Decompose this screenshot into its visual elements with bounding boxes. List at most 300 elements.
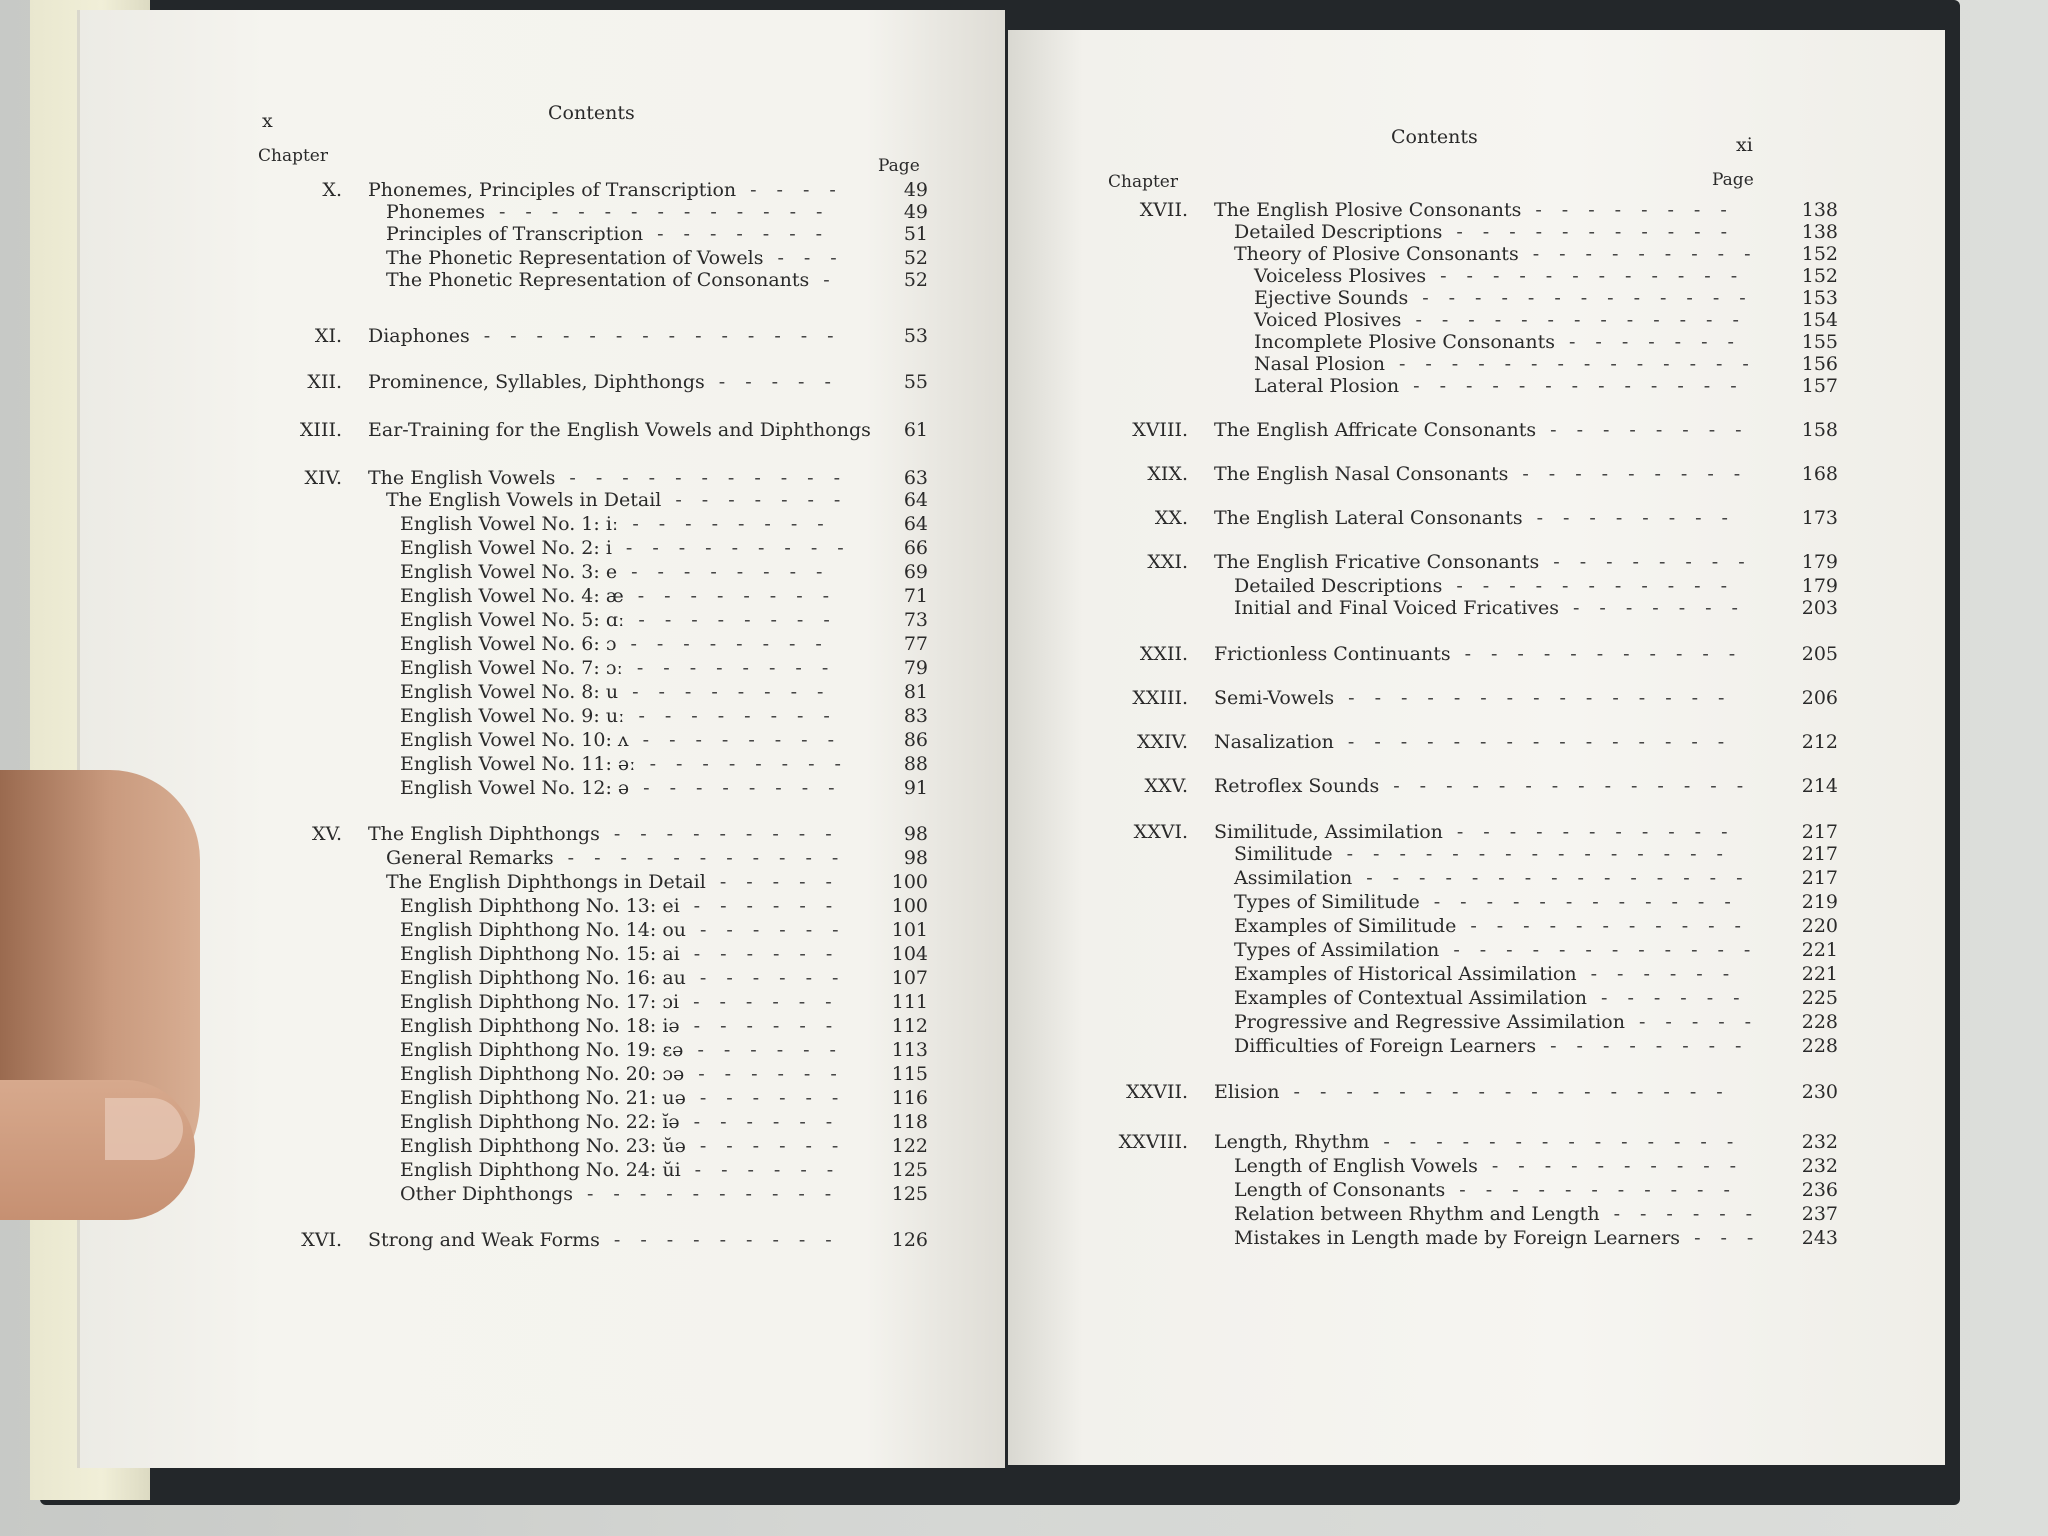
toc-entry [80, 1062, 1005, 1086]
toc-leader-dots: ------------ [1440, 265, 1758, 287]
toc-entry [80, 222, 1005, 246]
toc-page-number: 228 [1801, 1011, 1838, 1033]
toc-entry [80, 680, 1005, 704]
toc-leader-dots: -------------- [1398, 353, 1769, 375]
toc-leader-dots: -------- [643, 777, 855, 799]
toc-entry [80, 608, 1005, 632]
toc-entry-title: English Diphthong No. 23: ŭə [400, 1135, 686, 1157]
toc-page-number: 115 [891, 1063, 928, 1085]
toc-entry [1008, 418, 1945, 442]
toc-entry-title: Voiceless Plosives [1254, 265, 1427, 287]
toc-chapter-number: XVII. [1139, 199, 1188, 221]
toc-entry [80, 466, 1005, 490]
toc-leader-dots: -------------- [483, 325, 854, 347]
toc-leader-dots: ------ [693, 1015, 853, 1037]
toc-entry-title: English Vowel No. 11: əː [400, 753, 636, 775]
toc-entry-title: Voiced Plosives [1254, 309, 1402, 331]
toc-entry [1008, 1226, 1945, 1250]
toc-entry-title: Ejective Sounds [1254, 287, 1409, 309]
toc-chapter-number: XXVI. [1133, 821, 1188, 843]
toc-page-number: 112 [891, 1015, 928, 1037]
toc-entry [80, 1110, 1005, 1134]
toc-page-number: 79 [903, 657, 928, 679]
toc-leader-dots: -------- [1550, 419, 1762, 441]
toc-leader-dots: ------ [698, 1063, 857, 1085]
toc-page-number: 118 [891, 1111, 928, 1133]
toc-leader-dots: --------------- [1347, 731, 1745, 753]
right-chapter-label: Chapter [1108, 172, 1178, 192]
toc-page-number: 49 [903, 179, 928, 201]
toc-page-number: 81 [903, 681, 928, 703]
toc-entry [1008, 866, 1945, 890]
toc-chapter-number: XXIV. [1137, 731, 1188, 753]
toc-entry [80, 752, 1005, 776]
toc-entry [1008, 1178, 1945, 1202]
toc-leader-dots: --------- [613, 1229, 852, 1251]
toc-page-number: 205 [1801, 643, 1838, 665]
toc-entry-title: The English Diphthongs [368, 823, 600, 845]
toc-entry-title: Difficulties of Foreign Learners [1234, 1035, 1537, 1057]
toc-entry-title: English Diphthong No. 17: ɔi [400, 991, 680, 1013]
toc-page-number: 155 [1801, 331, 1838, 353]
toc-leader-dots: ----------- [1464, 643, 1756, 665]
toc-entry [80, 536, 1005, 560]
toc-entry [1008, 1010, 1945, 1034]
toc-entry-title: Relation between Rhythm and Length [1234, 1203, 1600, 1225]
toc-entry-title: Detailed Descriptions [1234, 221, 1443, 243]
toc-leader-dots: --------------- [1366, 867, 1763, 889]
toc-entry [1008, 1034, 1945, 1058]
toc-entry-title: The English Nasal Consonants [1214, 463, 1509, 485]
toc-leader-dots: ------ [1601, 987, 1760, 1009]
toc-entry-title: English Vowel No. 3: e [400, 561, 618, 583]
left-page-label: Page [878, 156, 920, 176]
toc-page-number: 98 [903, 823, 928, 845]
toc-chapter-number: XXVII. [1126, 1081, 1188, 1103]
toc-entry-title: Examples of Contextual Assimilation [1234, 987, 1588, 1009]
toc-entry-title: The English Vowels in Detail [386, 489, 662, 511]
toc-entry [80, 1014, 1005, 1038]
toc-entry [80, 200, 1005, 224]
toc-entry-title: Lateral Plosion [1254, 375, 1400, 397]
toc-page-number: 237 [1801, 1203, 1838, 1225]
toc-entry-title: English Diphthong No. 19: ɛə [400, 1039, 684, 1061]
toc-page-number: 66 [903, 537, 928, 559]
left-running-head: Contents [548, 102, 635, 124]
toc-leader-dots: --------- [1522, 463, 1761, 485]
toc-page-number: 104 [891, 943, 928, 965]
toc-entry [80, 268, 1005, 292]
toc-entry-title: English Diphthong No. 15: ai [400, 943, 680, 965]
toc-entry-title: Elision [1214, 1081, 1280, 1103]
toc-page-number: 214 [1801, 775, 1838, 797]
toc-entry [80, 1228, 1005, 1252]
toc-page-number: 243 [1801, 1227, 1838, 1249]
toc-page-number: 49 [903, 201, 928, 223]
toc-chapter-number: XXI. [1147, 551, 1188, 573]
toc-page-number: 86 [903, 729, 928, 751]
toc-leader-dots: --------------- [1346, 843, 1743, 865]
toc-entry [1008, 842, 1945, 866]
toc-leader-dots: -------- [1535, 199, 1747, 221]
toc-entry [80, 942, 1005, 966]
toc-page-number: 228 [1801, 1035, 1838, 1057]
toc-entry [80, 656, 1005, 680]
toc-leader-dots: ---- [750, 179, 856, 201]
toc-page-number: 179 [1801, 575, 1838, 597]
toc-leader-dots: --------- [613, 823, 852, 845]
toc-leader-dots: -------- [637, 585, 850, 607]
toc-page-number: 107 [891, 967, 928, 989]
toc-page-number: 91 [903, 777, 928, 799]
toc-leader-dots: ----------- [1459, 1179, 1750, 1201]
toc-leader-dots: -------------- [1383, 1131, 1754, 1153]
toc-page-number: 125 [891, 1183, 928, 1205]
toc-page-number: 100 [891, 871, 928, 893]
toc-entry [1008, 242, 1945, 266]
toc-entry [1008, 730, 1945, 754]
toc-entry-title: English Vowel No. 8: u [400, 681, 619, 703]
toc-page-number: 203 [1801, 597, 1838, 619]
toc-page-number: 179 [1801, 551, 1838, 573]
toc-entry [80, 632, 1005, 656]
toc-entry-title: Strong and Weak Forms [368, 1229, 600, 1251]
toc-entry [1008, 286, 1945, 310]
toc-leader-dots: -------- [636, 657, 849, 679]
toc-entry [80, 990, 1005, 1014]
toc-page-number: 73 [903, 609, 928, 631]
toc-entry-title: English Vowel No. 10: ʌ [400, 729, 629, 751]
toc-chapter-number: XX. [1154, 507, 1188, 529]
toc-page-number: 100 [891, 895, 928, 917]
toc-chapter-number: XXVIII. [1118, 1131, 1188, 1153]
toc-entry [1008, 914, 1945, 938]
toc-page-number: 63 [903, 467, 928, 489]
toc-entry [1008, 986, 1945, 1010]
toc-entry [1008, 820, 1945, 844]
toc-chapter-number: XVI. [301, 1229, 342, 1251]
toc-entry [80, 918, 1005, 942]
toc-entry [80, 246, 1005, 270]
toc-entry-title: Examples of Similitude [1234, 915, 1457, 937]
toc-page-number: 52 [903, 247, 928, 269]
toc-leader-dots: -------------- [1393, 775, 1764, 797]
toc-page-number: 236 [1801, 1179, 1838, 1201]
toc-entry [1008, 1154, 1945, 1178]
toc-entry [80, 1134, 1005, 1158]
toc-entry-title: The English Fricative Consonants [1214, 551, 1540, 573]
toc-entry-title: Diaphones [368, 325, 470, 347]
toc-entry-title: English Diphthong No. 22: ĭə [400, 1111, 680, 1133]
toc-entry-title: Mistakes in Length made by Foreign Learners [1234, 1227, 1681, 1249]
toc-chapter-number: XVIII. [1132, 419, 1188, 441]
toc-page-number: 71 [903, 585, 928, 607]
toc-page-number: 98 [903, 847, 928, 869]
right-running-head: Contents [1391, 126, 1478, 148]
toc-entry-title: The English Lateral Consonants [1214, 507, 1523, 529]
toc-entry [80, 560, 1005, 584]
toc-leader-dots: ------ [693, 943, 853, 965]
toc-leader-dots: ------------- [1415, 309, 1759, 331]
toc-page-number: 221 [1801, 963, 1838, 985]
toc-page-number: 64 [903, 513, 928, 535]
toc-leader-dots: ------- [657, 223, 843, 245]
toc-leader-dots: ------ [694, 1159, 854, 1181]
toc-leader-dots: -------- [631, 561, 843, 583]
toc-entry [80, 1038, 1005, 1062]
toc-leader-dots: ----- [718, 371, 851, 393]
toc-chapter-number: XXII. [1139, 643, 1188, 665]
toc-page-number: 221 [1801, 939, 1838, 961]
toc-entry-title: Retroflex Sounds [1214, 775, 1380, 797]
toc-entry [80, 1182, 1005, 1206]
toc-leader-dots: ---------- [1491, 1155, 1757, 1177]
toc-entry-title: English Diphthong No. 13: ei [400, 895, 680, 917]
toc-leader-dots: ------------- [1413, 375, 1757, 397]
toc-entry [1008, 462, 1945, 486]
toc-page-number: 152 [1801, 243, 1838, 265]
toc-entry-title: Similitude [1234, 843, 1333, 865]
toc-entry [1008, 264, 1945, 288]
toc-entry [1008, 374, 1945, 398]
toc-entry-title: Detailed Descriptions [1234, 575, 1443, 597]
toc-entry-title: Principles of Transcription [386, 223, 644, 245]
toc-leader-dots: --------- [1532, 243, 1771, 265]
toc-leader-dots: ------ [693, 991, 852, 1013]
toc-leader-dots: --------- [625, 537, 864, 559]
toc-entry-title: English Diphthong No. 18: iə [400, 1015, 680, 1037]
toc-entry-title: English Vowel No. 1: iː [400, 513, 619, 535]
toc-entry [1008, 550, 1945, 574]
toc-entry-title: English Diphthong No. 24: ŭi [400, 1159, 681, 1181]
toc-entry-title: English Vowel No. 9: uː [400, 705, 625, 727]
toc-leader-dots: ------ [699, 1135, 859, 1157]
toc-entry [1008, 1080, 1945, 1104]
toc-entry [1008, 308, 1945, 332]
toc-entry-title: English Vowel No. 6: ɔ [400, 633, 617, 655]
toc-entry [1008, 596, 1945, 620]
toc-page-number: 225 [1801, 987, 1838, 1009]
toc-entry-title: English Diphthong No. 20: ɔə [400, 1063, 685, 1085]
toc-entry [1008, 352, 1945, 376]
toc-leader-dots: -------- [638, 705, 850, 727]
toc-entry [80, 512, 1005, 536]
toc-leader-dots: -------- [1550, 1035, 1762, 1057]
toc-entry-title: Length, Rhythm [1214, 1131, 1370, 1153]
toc-chapter-number: XIX. [1147, 463, 1188, 485]
toc-page-number: 153 [1801, 287, 1838, 309]
toc-page-number: 232 [1801, 1131, 1838, 1153]
toc-page-number: 217 [1801, 821, 1838, 843]
toc-leader-dots: ------------ [1453, 939, 1771, 961]
toc-page-number: 64 [903, 489, 928, 511]
toc-entry-title: Phonemes, Principles of Transcription [368, 179, 737, 201]
toc-leader-dots: ------ [693, 895, 853, 917]
toc-leader-dots: --- [1694, 1227, 1774, 1249]
toc-page-number: 122 [891, 1135, 928, 1157]
toc-page-number: 138 [1801, 221, 1838, 243]
toc-page-number: 55 [903, 371, 928, 393]
toc-page-number: 156 [1801, 353, 1838, 375]
toc-entry [80, 1158, 1005, 1182]
toc-page-number: 154 [1801, 309, 1838, 331]
toc-entry-title: English Vowel No. 12: ə [400, 777, 630, 799]
toc-leader-dots: ------ [697, 1039, 856, 1061]
left-chapter-label: Chapter [258, 146, 328, 166]
toc-page-number: 101 [891, 919, 928, 941]
toc-chapter-number: XIII. [299, 419, 342, 441]
toc-leader-dots: ----------- [1456, 221, 1747, 243]
toc-entry-title: The English Vowels [368, 467, 556, 489]
toc-entry-title: Semi-Vowels [1214, 687, 1335, 709]
toc-entry-title: Assimilation [1234, 867, 1353, 889]
toc-entry-title: Prominence, Syllables, Diphthongs [368, 371, 705, 393]
toc-page-number: 69 [903, 561, 928, 583]
toc-leader-dots: -------- [1553, 551, 1765, 573]
toc-page-number: 52 [903, 269, 928, 291]
toc-entry-title: Examples of Historical Assimilation [1234, 963, 1577, 985]
toc-leader-dots: ----------- [567, 847, 859, 869]
toc-leader-dots: ----- [1638, 1011, 1772, 1033]
toc-entry-title: Initial and Final Voiced Fricatives [1234, 597, 1560, 619]
toc-entry-title: Phonemes [386, 201, 485, 223]
toc-chapter-number: XII. [307, 371, 342, 393]
toc-leader-dots: --- [777, 247, 857, 269]
toc-entry-title: English Diphthong No. 14: ou [400, 919, 687, 941]
toc-entry [1008, 938, 1945, 962]
toc-entry-title: English Diphthong No. 16: au [400, 967, 686, 989]
toc-leader-dots: ----------- [1470, 915, 1761, 937]
toc-chapter-number: X. [322, 179, 342, 201]
toc-page-number: 126 [891, 1229, 928, 1251]
toc-entry [80, 488, 1005, 512]
toc-page-number: 212 [1801, 731, 1838, 753]
toc-entry [1008, 198, 1945, 222]
toc-leader-dots: ------ [699, 967, 859, 989]
toc-page-number: 61 [903, 419, 928, 441]
toc-leader-dots: -------- [632, 681, 844, 703]
toc-entry-title: Similitude, Assimilation [1214, 821, 1443, 843]
toc-leader-dots: ----- [719, 871, 852, 893]
toc-entry-title: Progressive and Regressive Assimilation [1234, 1011, 1625, 1033]
toc-leader-dots: ----------- [1456, 575, 1747, 597]
toc-leader-dots: ----------------- [1293, 1081, 1743, 1103]
toc-leader-dots: ------- [1573, 597, 1758, 619]
toc-leader-dots: ------ [1590, 963, 1750, 985]
toc-page-number: 219 [1801, 891, 1838, 913]
toc-entry [80, 846, 1005, 870]
toc-entry [1008, 774, 1945, 798]
toc-chapter-number: XXV. [1144, 775, 1188, 797]
toc-entry [80, 418, 1005, 442]
toc-entry [80, 894, 1005, 918]
toc-entry [1008, 506, 1945, 530]
toc-entry [80, 584, 1005, 608]
toc-page-number: 88 [903, 753, 928, 775]
toc-leader-dots: ---------- [587, 1183, 852, 1205]
toc-entry [80, 728, 1005, 752]
toc-chapter-number: XI. [314, 325, 342, 347]
toc-entry-title: Length of Consonants [1234, 1179, 1446, 1201]
toc-entry-title: The Phonetic Representation of Vowels [386, 247, 764, 269]
toc-entry [1008, 330, 1945, 354]
right-folio: xi [1736, 134, 1753, 156]
toc-page-number: 230 [1801, 1081, 1838, 1103]
toc-entry-title: Length of English Vowels [1234, 1155, 1478, 1177]
toc-page-number: 116 [891, 1087, 928, 1109]
toc-leader-dots: -------- [1536, 507, 1748, 529]
toc-leader-dots: -------- [642, 729, 855, 751]
toc-chapter-number: XXIII. [1132, 687, 1188, 709]
right-page [1008, 30, 1945, 1465]
toc-page-number: 168 [1801, 463, 1838, 485]
toc-entry-title: Frictionless Continuants [1214, 643, 1451, 665]
toc-page-number: 232 [1801, 1155, 1838, 1177]
toc-entry-title: Nasalization [1214, 731, 1334, 753]
toc-leader-dots: ------------- [498, 201, 843, 223]
left-folio: x [262, 110, 273, 132]
toc-entry-title: Other Diphthongs [400, 1183, 573, 1205]
toc-entry [80, 822, 1005, 846]
toc-page-number: 173 [1801, 507, 1838, 529]
toc-page-number: 220 [1801, 915, 1838, 937]
toc-entry [1008, 962, 1945, 986]
toc-entry [1008, 1202, 1945, 1226]
toc-leader-dots: ------------- [1422, 287, 1766, 309]
toc-entry-title: English Diphthong No. 21: uə [400, 1087, 686, 1109]
toc-leader-dots: --------------- [1348, 687, 1745, 709]
toc-page-number: 125 [891, 1159, 928, 1181]
right-page-label: Page [1712, 170, 1754, 190]
toc-entry [1008, 574, 1945, 598]
toc-entry [1008, 890, 1945, 914]
toc-leader-dots: ------- [675, 489, 861, 511]
toc-leader-dots: -------- [649, 753, 861, 775]
toc-page-number: 138 [1801, 199, 1838, 221]
toc-entry-title: The English Plosive Consonants [1214, 199, 1522, 221]
toc-leader-dots: ------ [700, 919, 859, 941]
toc-entry [80, 1086, 1005, 1110]
toc-entry [1008, 642, 1945, 666]
toc-entry-title: Types of Assimilation [1234, 939, 1440, 961]
toc-chapter-number: XV. [312, 823, 342, 845]
toc-entry-title: General Remarks [386, 847, 554, 869]
toc-page-number: 83 [903, 705, 928, 727]
toc-entry [80, 966, 1005, 990]
toc-entry [1008, 686, 1945, 710]
toc-entry-title: English Vowel No. 5: ɑː [400, 609, 625, 631]
toc-entry [1008, 1130, 1945, 1154]
toc-leader-dots: - [823, 269, 850, 291]
toc-entry [1008, 220, 1945, 244]
toc-entry-title: English Vowel No. 7: ɔː [400, 657, 623, 679]
thumbnail-nail [105, 1098, 183, 1160]
toc-page-number: 217 [1801, 843, 1838, 865]
toc-entry-title: Nasal Plosion [1254, 353, 1385, 375]
toc-page-number: 206 [1801, 687, 1838, 709]
toc-page-number: 158 [1801, 419, 1838, 441]
toc-leader-dots: -------- [632, 513, 844, 535]
toc-leader-dots: ----------- [1456, 821, 1748, 843]
toc-leader-dots: ------------ [1433, 891, 1751, 913]
toc-leader-dots: ------- [1568, 331, 1754, 353]
toc-leader-dots: -------- [630, 633, 842, 655]
toc-page-number: 77 [903, 633, 928, 655]
toc-entry-title: The Phonetic Representation of Consonants [386, 269, 810, 291]
toc-entry [80, 178, 1005, 202]
toc-leader-dots: ------ [699, 1087, 859, 1109]
toc-entry [80, 324, 1005, 348]
